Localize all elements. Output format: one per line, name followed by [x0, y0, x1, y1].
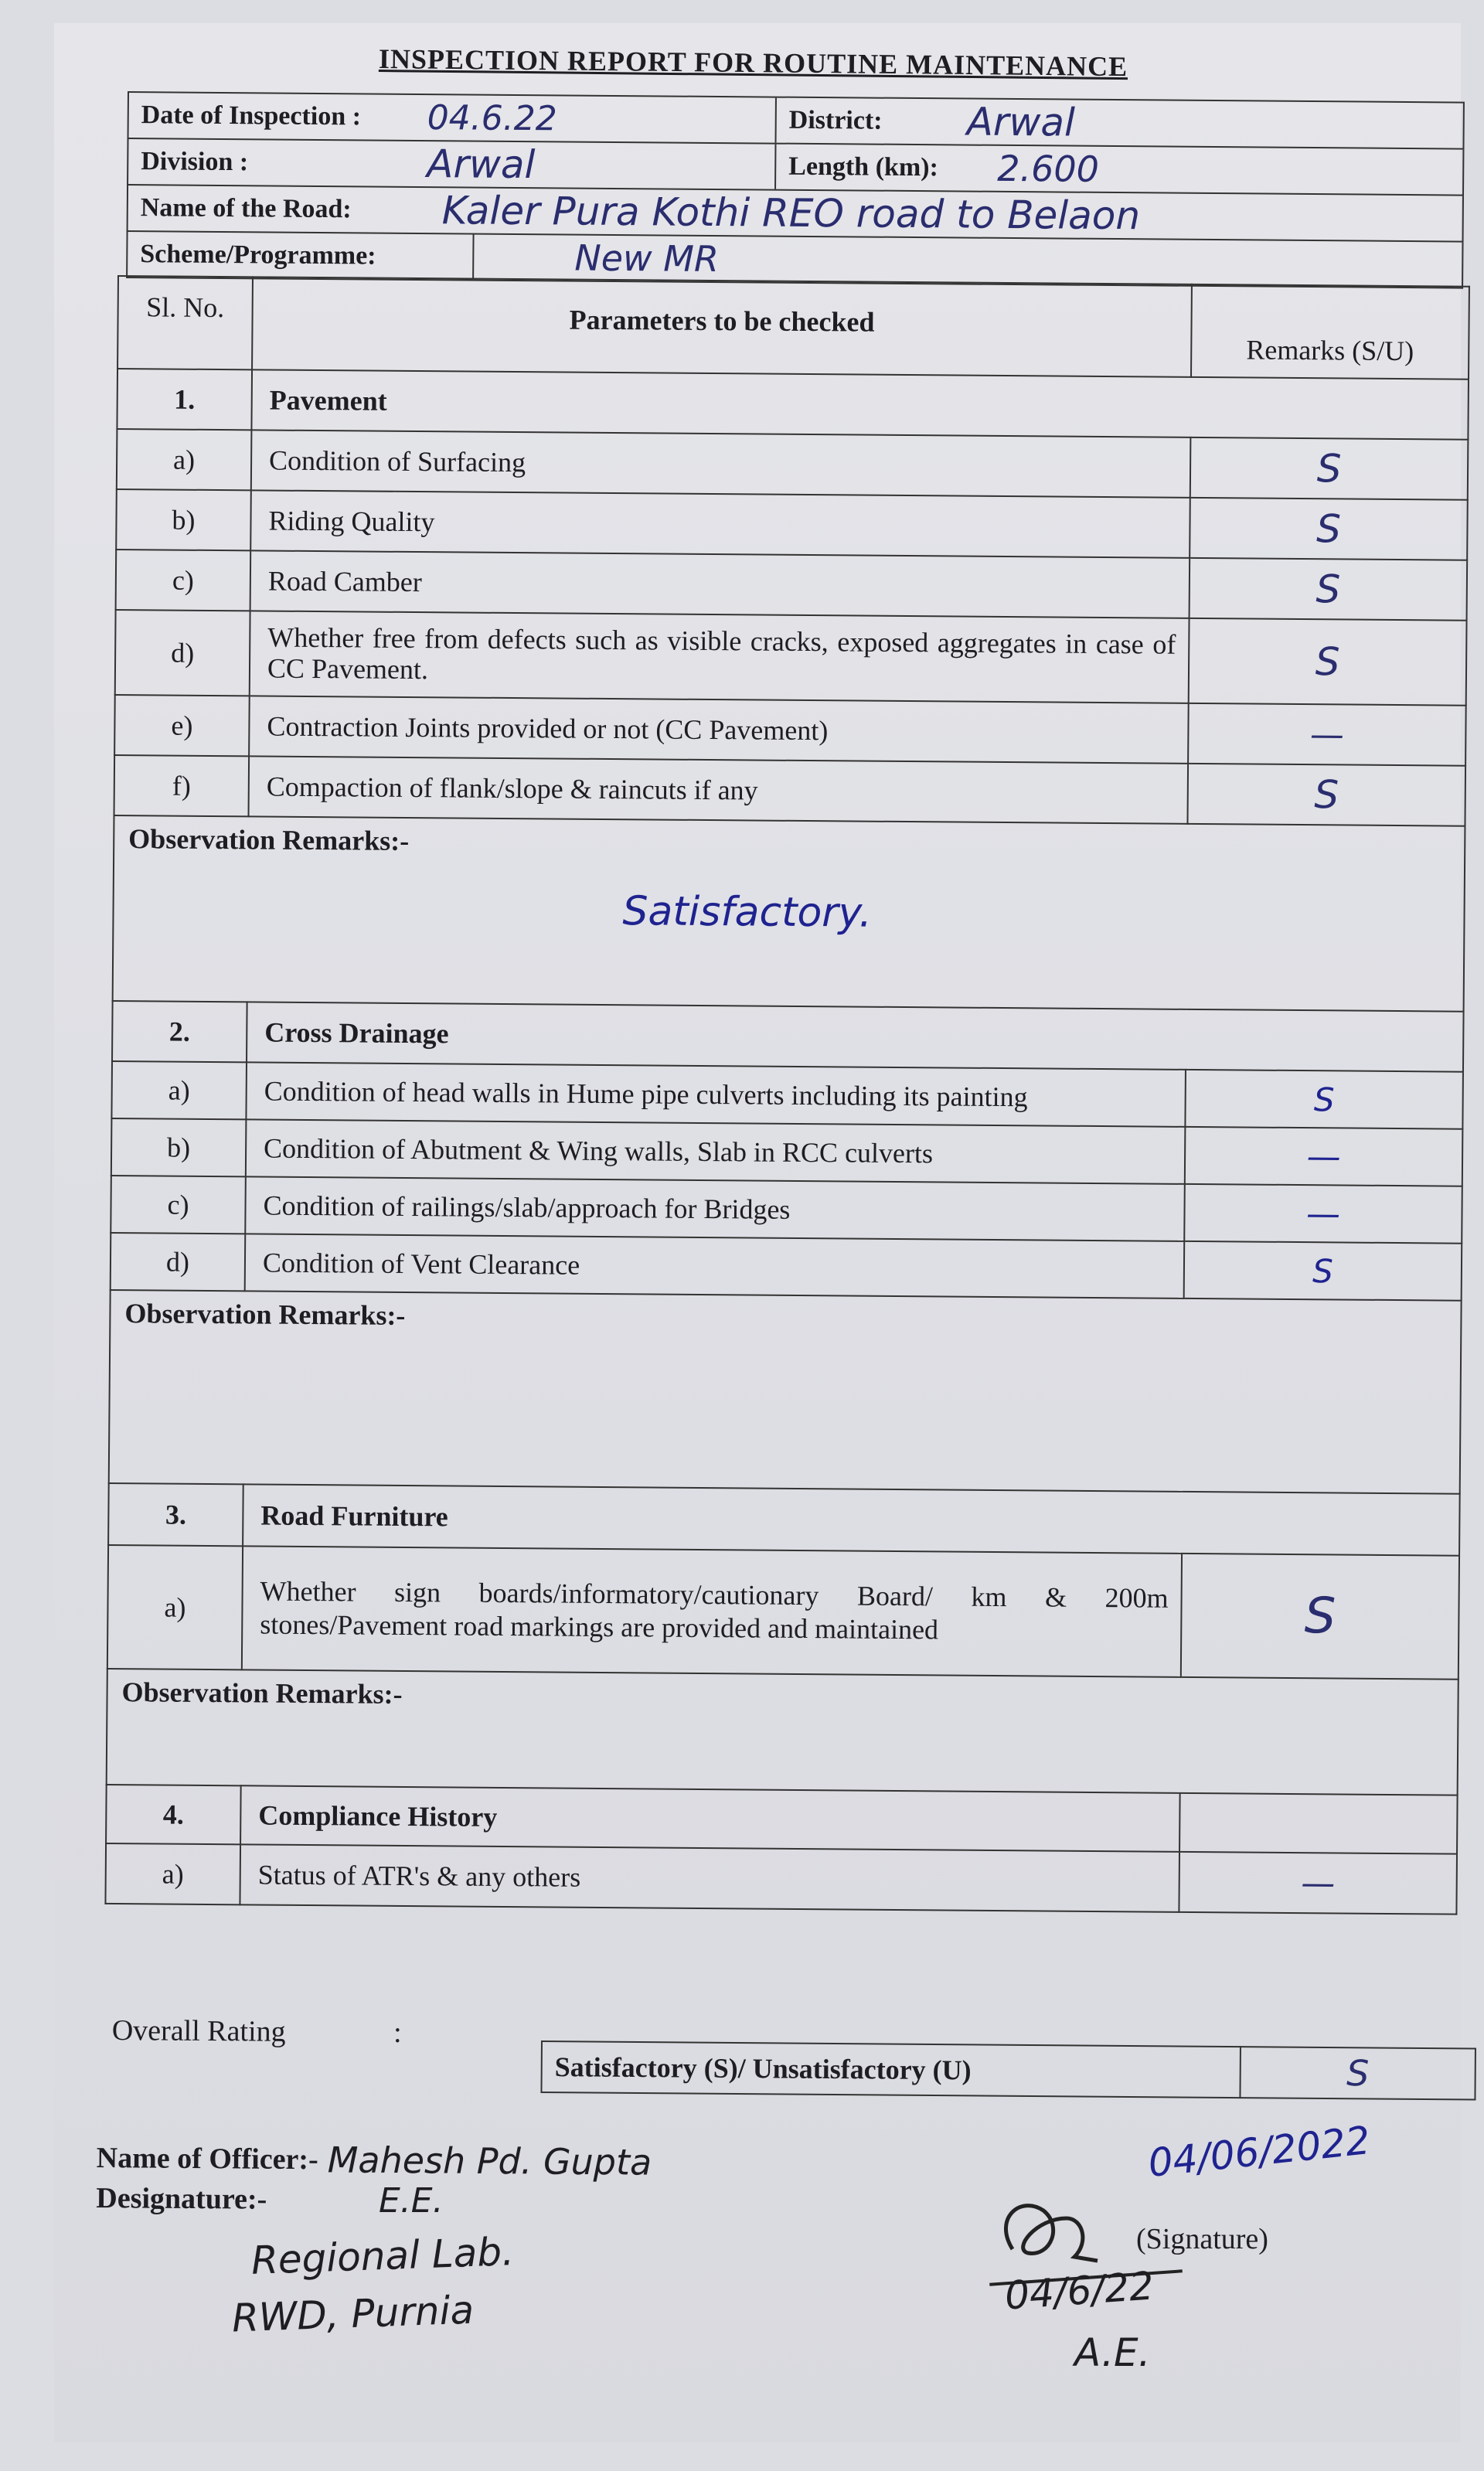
section-row [112, 1001, 1464, 1072]
section-remark-empty [1179, 1793, 1458, 1854]
district-label: District: [788, 105, 883, 135]
designation-line: RWD, Purnia [231, 2287, 475, 2341]
row-parameter: Road Camber [250, 550, 1190, 618]
observation-cell [107, 1669, 1458, 1795]
row-sl: f) [114, 755, 250, 816]
row-remark: — [1179, 1852, 1457, 1915]
row-sl: a) [105, 1843, 240, 1904]
row-sl: b) [116, 489, 251, 550]
division-label: Division : [141, 147, 249, 177]
col-header-remarks: Remarks (S/U) [1191, 284, 1469, 379]
observation-cell [109, 1290, 1462, 1494]
table-row [116, 550, 1468, 621]
observation-row [113, 815, 1465, 1012]
signature-icon [989, 2187, 1128, 2272]
row-sl: e) [114, 695, 250, 756]
officer-block [96, 2135, 652, 2228]
designation-line: E.E. [379, 2181, 444, 2221]
date-label: Date of Inspection : [141, 100, 362, 131]
row-parameter: Condition of head walls in Hume pipe culverts including its painting [246, 1062, 1186, 1127]
row-parameter: Status of ATR's & any others [240, 1844, 1179, 1912]
row-sl: d) [115, 610, 250, 696]
signature-label: (Signature) [1136, 2223, 1268, 2255]
section-row [108, 1483, 1460, 1556]
row-remark: S [1190, 558, 1468, 621]
scheme-value: New MR [574, 237, 720, 281]
row-parameter: Condition of Vent Clearance [245, 1234, 1185, 1298]
row-sl: b) [111, 1118, 247, 1176]
section-title: Road Furniture [243, 1484, 1460, 1555]
row-remark: S [1190, 437, 1469, 500]
section-number: 3. [108, 1483, 243, 1546]
row-sl: c) [116, 550, 251, 611]
table-row [116, 489, 1468, 560]
row-parameter: Contraction Joints provided or not (CC Pavement) [249, 696, 1189, 764]
overall-rating-box [540, 2040, 1475, 2101]
row-sl: a) [107, 1545, 243, 1669]
row-remark: S [1185, 1070, 1463, 1129]
section-number: 4. [106, 1785, 241, 1844]
row-remark: S [1190, 498, 1468, 560]
overall-label-text: Overall Rating [111, 2014, 286, 2048]
observation-cell [113, 815, 1465, 1012]
row-sl: c) [111, 1176, 246, 1234]
row-sl: a) [111, 1061, 247, 1119]
row-parameter: Condition of railings/slab/approach for Bridges [245, 1176, 1185, 1241]
row-remark: — [1184, 1184, 1462, 1244]
table-row [114, 755, 1466, 826]
section-row [117, 369, 1469, 440]
officer-name-value: Mahesh Pd. Gupta [327, 2139, 652, 2183]
overall-value: S [1240, 2047, 1475, 2099]
inspection-table [104, 275, 1470, 1915]
section-title: Compliance History [240, 1785, 1180, 1852]
table-row [117, 429, 1469, 500]
length-label: Length (km): [788, 151, 939, 182]
observation-text: Satisfactory. [622, 888, 873, 937]
overall-colon: : [393, 2016, 402, 2049]
table-row [111, 1118, 1463, 1186]
row-remark: — [1185, 1127, 1463, 1186]
row-sl: a) [117, 429, 252, 490]
col-header-parameters: Parameters to be checked [252, 277, 1192, 377]
row-remark: S [1181, 1554, 1459, 1680]
designation-line: Regional Lab. [250, 2229, 515, 2283]
row-remark: S [1187, 764, 1465, 826]
section-number: 2. [112, 1001, 247, 1062]
section-number: 1. [117, 369, 252, 430]
district-value: Arwal [966, 99, 1076, 145]
row-remark: — [1188, 703, 1466, 766]
col-header-sl: Sl. No. [117, 276, 253, 369]
observation-label: Observation Remarks:- [121, 1676, 403, 1710]
table-row [105, 1843, 1457, 1915]
row-sl: d) [111, 1233, 246, 1291]
table-row [107, 1545, 1459, 1680]
row-remark: S [1189, 618, 1467, 706]
road-value: Kaler Pura Kothi REO road to Belaon [441, 188, 1141, 239]
table-row [111, 1061, 1463, 1129]
section-title: Cross Drainage [247, 1002, 1464, 1071]
row-parameter: Whether sign boards/informatory/cautionary Board/ km & 200m stones/Pavement road markings are provided and maintained [242, 1546, 1182, 1677]
observation-row [107, 1669, 1458, 1795]
scheme-label: Scheme/Programme: [128, 232, 474, 280]
table-row [114, 695, 1466, 766]
row-remark: S [1184, 1241, 1462, 1301]
section-row [106, 1785, 1458, 1854]
row-parameter: Compaction of flank/slope & raincuts if any [249, 756, 1189, 824]
overall-scale: Satisfactory (S)/ Unsatisfactory (U) [541, 2041, 1240, 2098]
signature-date-top: 04/06/2022 [1145, 2118, 1373, 2186]
signature-title: A.E. [1074, 2330, 1151, 2375]
observation-row [109, 1290, 1462, 1494]
date-value: 04.6.22 [427, 95, 777, 143]
officer-designation-label: Designature:- [96, 2181, 267, 2216]
table-row [111, 1233, 1462, 1301]
row-parameter: Condition of Surfacing [251, 430, 1191, 498]
observation-label: Observation Remarks:- [124, 1298, 406, 1331]
report-header [126, 91, 1465, 289]
table-row [115, 610, 1467, 706]
officer-name-label: Name of Officer:- [96, 2141, 318, 2177]
section-title: Pavement [251, 369, 1469, 439]
observation-label: Observation Remarks:- [128, 823, 410, 856]
division-value: Arwal [427, 141, 776, 189]
length-value: 2.600 [997, 147, 1100, 190]
row-parameter: Riding Quality [250, 490, 1190, 558]
report-title: INSPECTION REPORT FOR ROUTINE MAINTENANCE [378, 43, 1128, 83]
row-parameter: Condition of Abutment & Wing walls, Slab in RCC culverts [246, 1119, 1186, 1184]
overall-rating-label [112, 2013, 402, 2050]
table-row [111, 1176, 1462, 1244]
row-parameter: Whether free from defects such as visible cracks, exposed aggregates in case of CC Pavement. [250, 611, 1190, 703]
road-label: Name of the Road: [140, 193, 352, 224]
signature-date-bottom: 04/6/22 [1003, 2263, 1156, 2319]
